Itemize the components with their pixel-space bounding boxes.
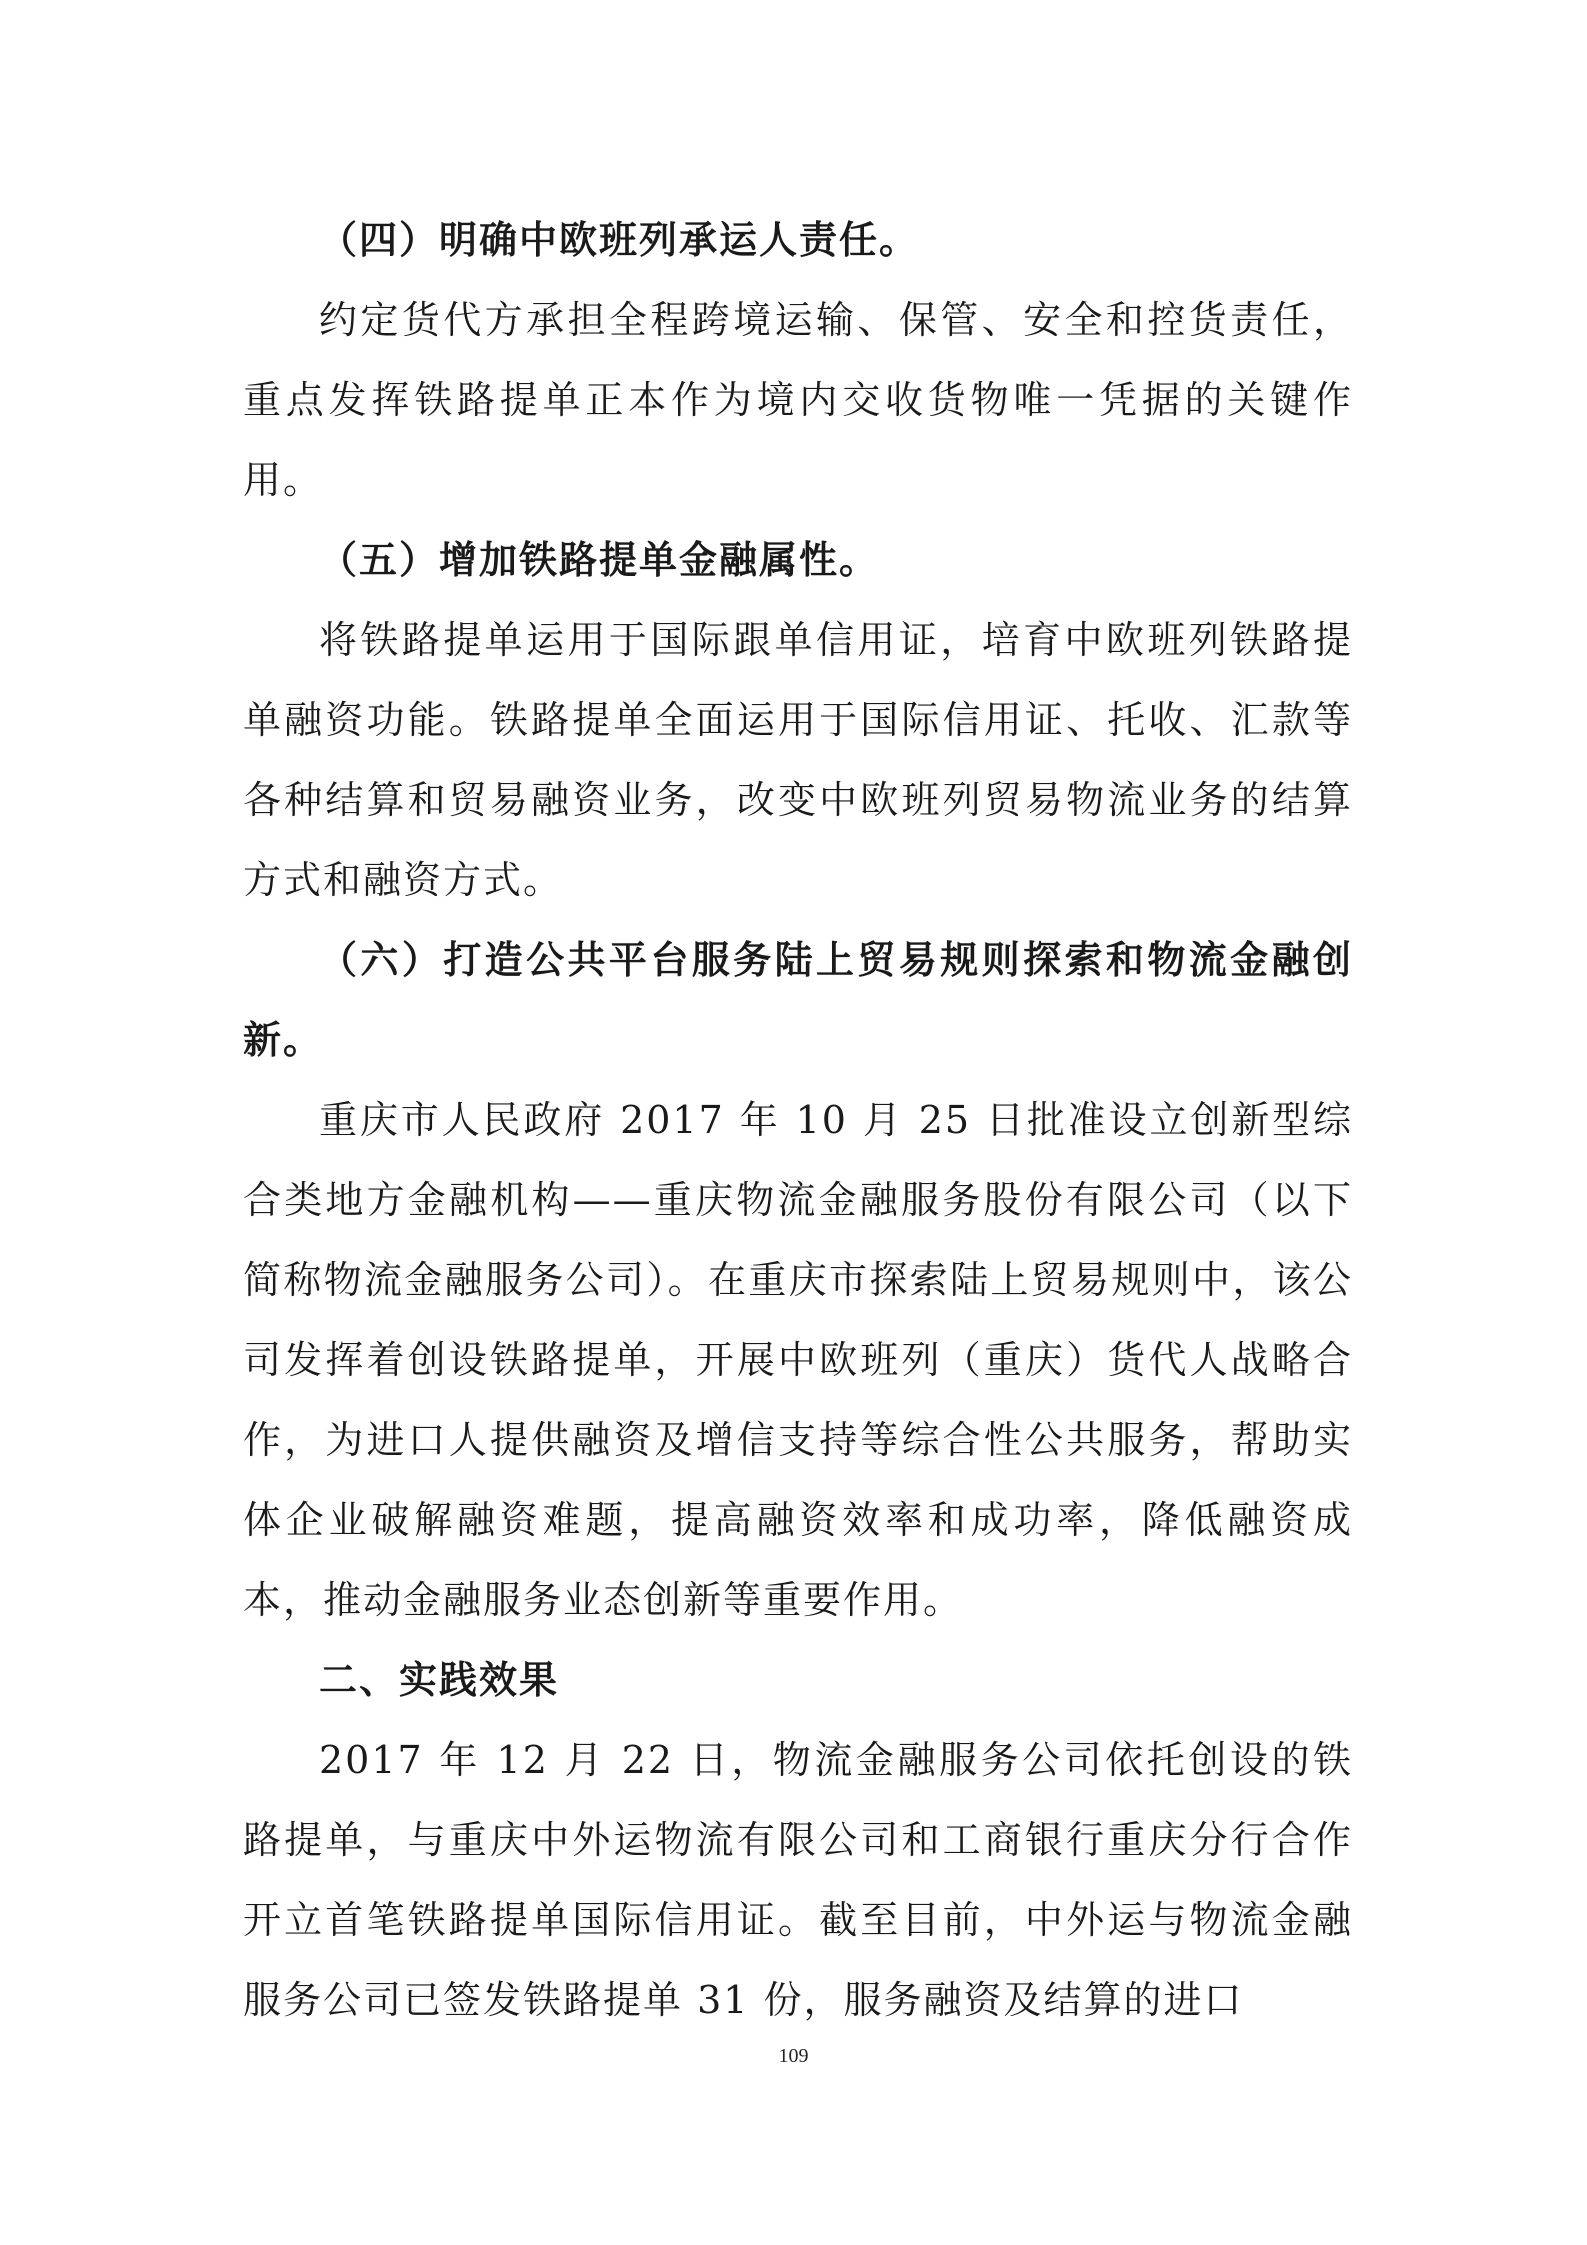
section-title-practice-effects: 二、实践效果 xyxy=(319,1658,560,1702)
heading-carrier-responsibility: （四）明确中欧班列承运人责任。 xyxy=(319,218,920,262)
document-body xyxy=(243,200,1353,2040)
paragraph-carrier-responsibility: 约定货代方承担全程跨境运输、保管、安全和控货责任，重点发挥铁路提单正本作为境内交收货物唯一凭据的关键作用。 xyxy=(243,298,1353,502)
paragraph-financial-attribute: 将铁路提单运用于国际跟单信用证，培育中欧班列铁路提单融资功能。铁路提单全面运用于国际信用证、托收、汇款等各种结算和贸易融资业务，改变中欧班列贸易物流业务的结算方式和融资方式。 xyxy=(243,618,1353,902)
heading-public-platform: （六）打造公共平台服务陆上贸易规则探索和物流金融创新。 xyxy=(243,938,1353,1062)
paragraph-practice-effects: 2017 年 12 月 22 日，物流金融服务公司依托创设的铁路提单，与重庆中外运物流有限公司和工商银行重庆分行合作开立首笔铁路提单国际信用证。截至目前，中外运与物流金融服务公司已签发铁路提单 31 份，服务融资及结算的进口 xyxy=(243,1738,1353,2022)
heading-financial-attribute: （五）增加铁路提单金融属性。 xyxy=(319,538,880,582)
paragraph-public-platform: 重庆市人民政府 2017 年 10 月 25 日批准设立创新型综合类地方金融机构——重庆物流金融服务股份有限公司（以下简称物流金融服务公司）。在重庆市探索陆上贸易规则中，该公司发挥着创设铁路提单，开展中欧班列（重庆）货代人战略合作，为进口人提供融资及增信支持等综合性公共服务，帮助实体企业破解融资难题，提高融资效率和成功率，降低融资成本，推动金融服务业态创新等重要作用。 xyxy=(243,1098,1353,1622)
page-number: 109 xyxy=(778,2045,809,2067)
